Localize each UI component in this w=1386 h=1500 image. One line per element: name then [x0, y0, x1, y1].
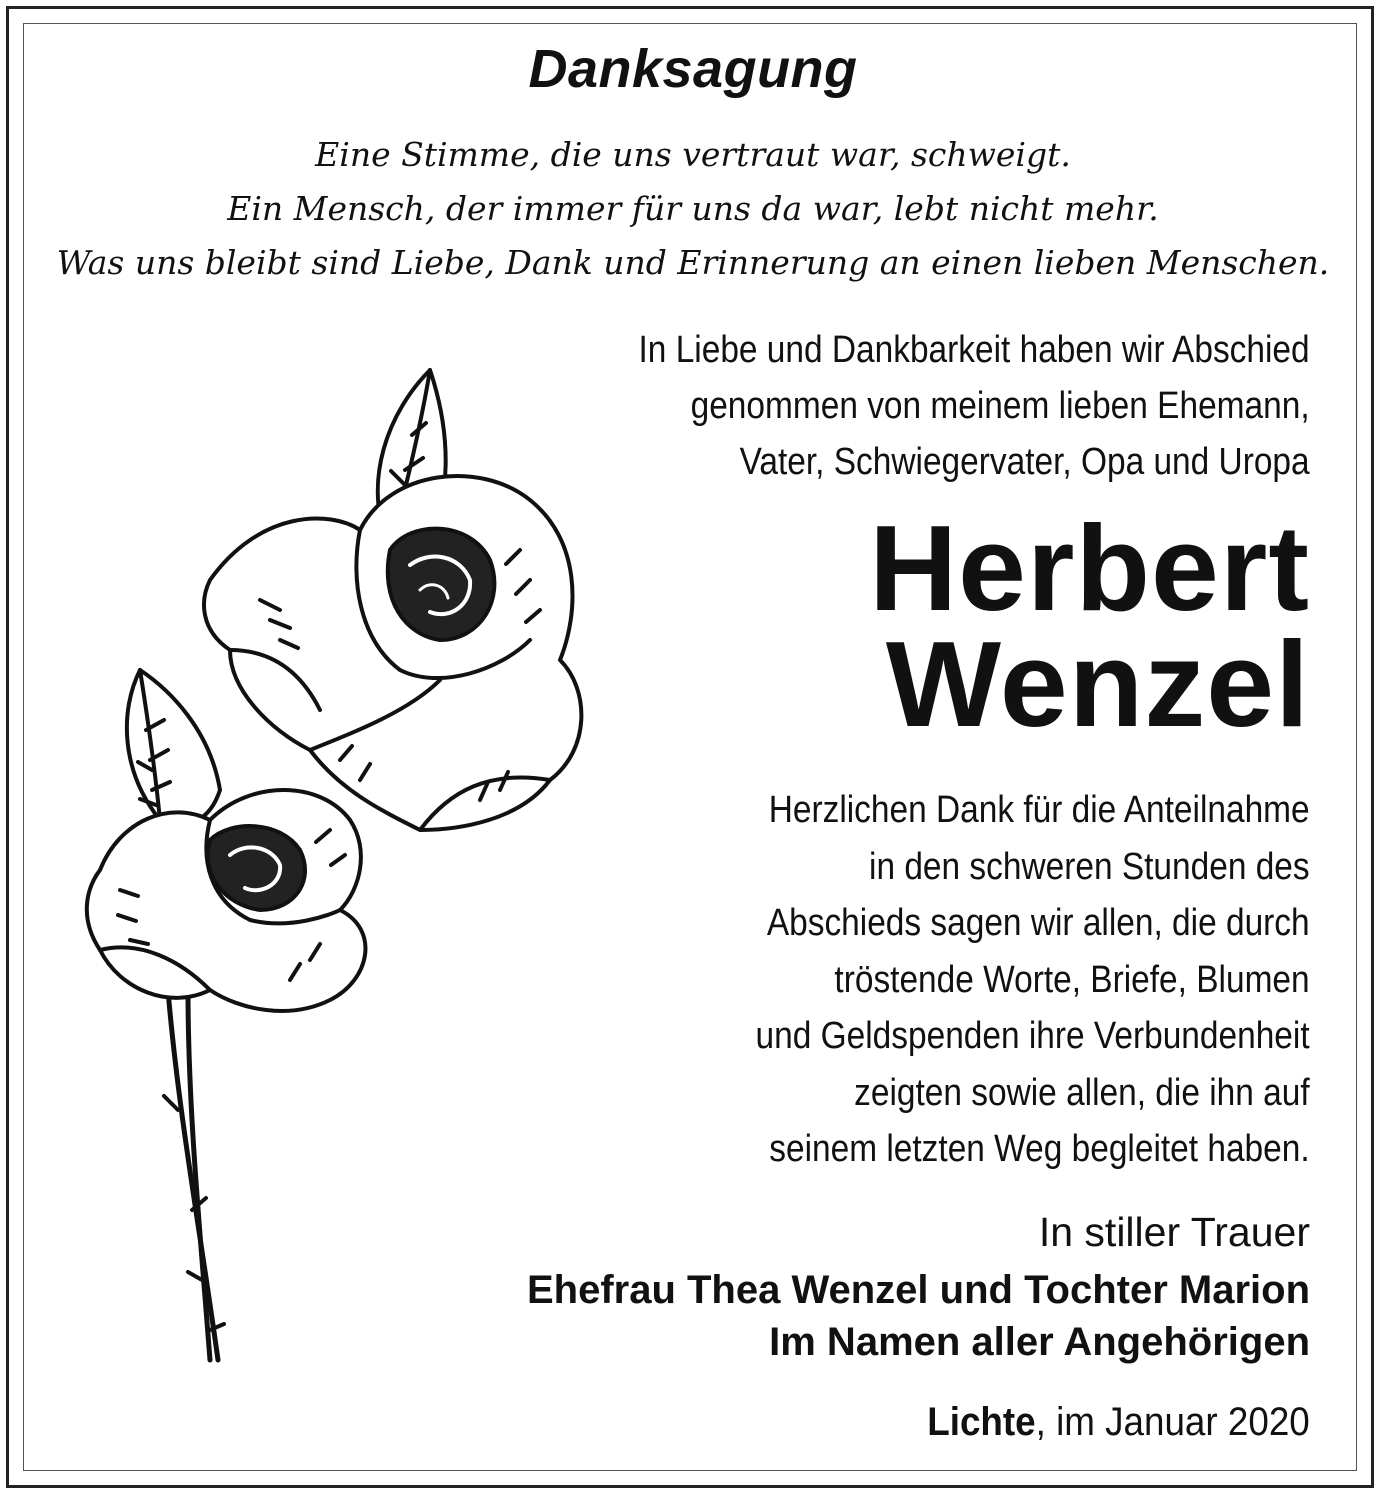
first-name: Herbert	[869, 500, 1310, 636]
family-line: Im Namen aller Angehörigen	[769, 1320, 1310, 1364]
thanks-line: Herzlichen Dank für die Anteilnahme	[769, 789, 1310, 831]
date-text: , im Januar 2020	[1035, 1400, 1310, 1444]
last-name: Wenzel	[885, 616, 1310, 752]
intro-line: genommen von meinem lieben Ehemann,	[690, 385, 1310, 427]
heading: Danksagung	[528, 39, 858, 99]
thanks-line: in den schweren Stunden des	[869, 845, 1310, 888]
thanks-line: seinem letzten Weg begleitet haben.	[769, 1128, 1310, 1170]
thanks-line: und Geldspenden ihre Verbundenheit	[755, 1015, 1310, 1057]
deceased-name	[869, 500, 1310, 752]
thanks-line: tröstende Worte, Briefe, Blumen	[834, 958, 1310, 1001]
verse-line: Ein Mensch, der immer für uns da war, lebt nicht mehr.	[227, 189, 1159, 228]
thanks-line: zeigten sowie allen, die ihn auf	[854, 1071, 1310, 1114]
verse-block	[0, 128, 1386, 290]
family-line: Ehefrau Thea Wenzel und Tochter Marion	[526, 1268, 1310, 1312]
intro-line: Vater, Schwiegervater, Opa und Uropa	[739, 441, 1310, 483]
intro-text	[639, 322, 1310, 490]
thanks-text	[756, 782, 1310, 1178]
intro-line: In Liebe und Dankbarkeit haben wir Abschied	[638, 329, 1310, 371]
town: Lichte	[927, 1400, 1036, 1444]
verse-line: Was uns bleibt sind Liebe, Dank und Erinnerung an einen lieben Menschen.	[56, 243, 1330, 282]
mourning-line: In stiller Trauer	[1038, 1209, 1310, 1255]
family-signature	[527, 1264, 1310, 1368]
rose-drawing	[60, 350, 620, 1370]
verse-line: Eine Stimme, die uns vertraut war, schweigt.	[315, 135, 1071, 174]
thanks-line: Abschieds sagen wir allen, die durch	[767, 902, 1310, 944]
place-date	[928, 1396, 1310, 1448]
